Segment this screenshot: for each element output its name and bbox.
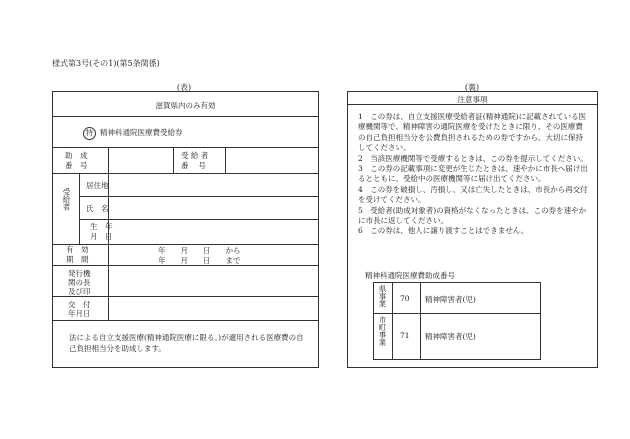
row-code: 71 bbox=[400, 331, 410, 340]
name-label: 氏 名 bbox=[86, 204, 109, 213]
subsidy-table bbox=[373, 282, 541, 360]
title-text: 精神科通院医療費受給券 bbox=[100, 128, 183, 137]
card-title bbox=[83, 127, 183, 140]
back-side-label: (裏) bbox=[464, 83, 480, 92]
subsidy-table-title: 精神科通院医療費助成番号 bbox=[365, 271, 455, 280]
notes-list bbox=[358, 112, 590, 237]
note-item: 3 この券の記載事項に変更が生じたときは、速やかに市長へ届け出るとともに、受給中の医療機関等に届け出てください。 bbox=[358, 164, 588, 184]
row-category: 市町事業 bbox=[378, 316, 387, 346]
recipient-no-label: 受 給 者 番 号 bbox=[181, 151, 209, 170]
period-to: 年 月 日 まで bbox=[158, 256, 241, 265]
seal-mark: 特 bbox=[83, 127, 96, 140]
row-category: 県事業 bbox=[378, 285, 387, 308]
note-item: 2 当該医療機関等で受療するときは、この券を提示してください。 bbox=[358, 153, 588, 163]
back-card bbox=[347, 91, 598, 368]
front-card bbox=[52, 91, 319, 368]
row-code: 70 bbox=[400, 294, 410, 303]
issuer-label: 発行機 関の長 及び印 bbox=[68, 269, 91, 296]
period-from: 年 月 日 から bbox=[158, 246, 241, 255]
period-label: 有 効 期 間 bbox=[66, 245, 89, 264]
row-label: 精神障害者(児) bbox=[425, 332, 476, 341]
row-label: 精神障害者(児) bbox=[425, 295, 476, 304]
address-label: 居住地 bbox=[86, 181, 109, 190]
recipient-label: 受給者 bbox=[62, 188, 71, 211]
form-id: 様式第3号(その1)(第5条関係) bbox=[52, 59, 160, 68]
issue-date-label: 交 付 年月日 bbox=[68, 300, 91, 318]
front-side-label: (表) bbox=[176, 83, 192, 92]
note-item: 1 この券は、自立支援医療受給者証(精神通院)に記載されている医療機関等で、精神障害の通院医療を受けたときに限り、その医療費の自己負担相当分を公費負担されるための券ですから、大切に保持してください。 bbox=[358, 112, 587, 153]
footer-note: 法による自立支援医療(精神通院医療に限る。)が適用される医療費の自己負担相当分を助成します。 bbox=[69, 333, 304, 353]
validity-note: 滋賀県内のみ有効 bbox=[155, 101, 216, 110]
note-item: 4 この券を破損し、汚損し、又は亡失したときは、市長から再交付を受けてください。 bbox=[358, 184, 588, 205]
note-item: 6 この券は、他人に譲り渡すことはできません。 bbox=[358, 226, 529, 236]
notes-title: 注意事項 bbox=[457, 95, 488, 104]
subsidy-no-label: 助 成 番 号 bbox=[65, 151, 88, 170]
dob-label: 生 年 月 日 bbox=[90, 222, 113, 241]
note-item: 5 受給者(助成対象者)の資格がなくなったときは、この券を速やかに市長に返してください。 bbox=[358, 205, 587, 226]
